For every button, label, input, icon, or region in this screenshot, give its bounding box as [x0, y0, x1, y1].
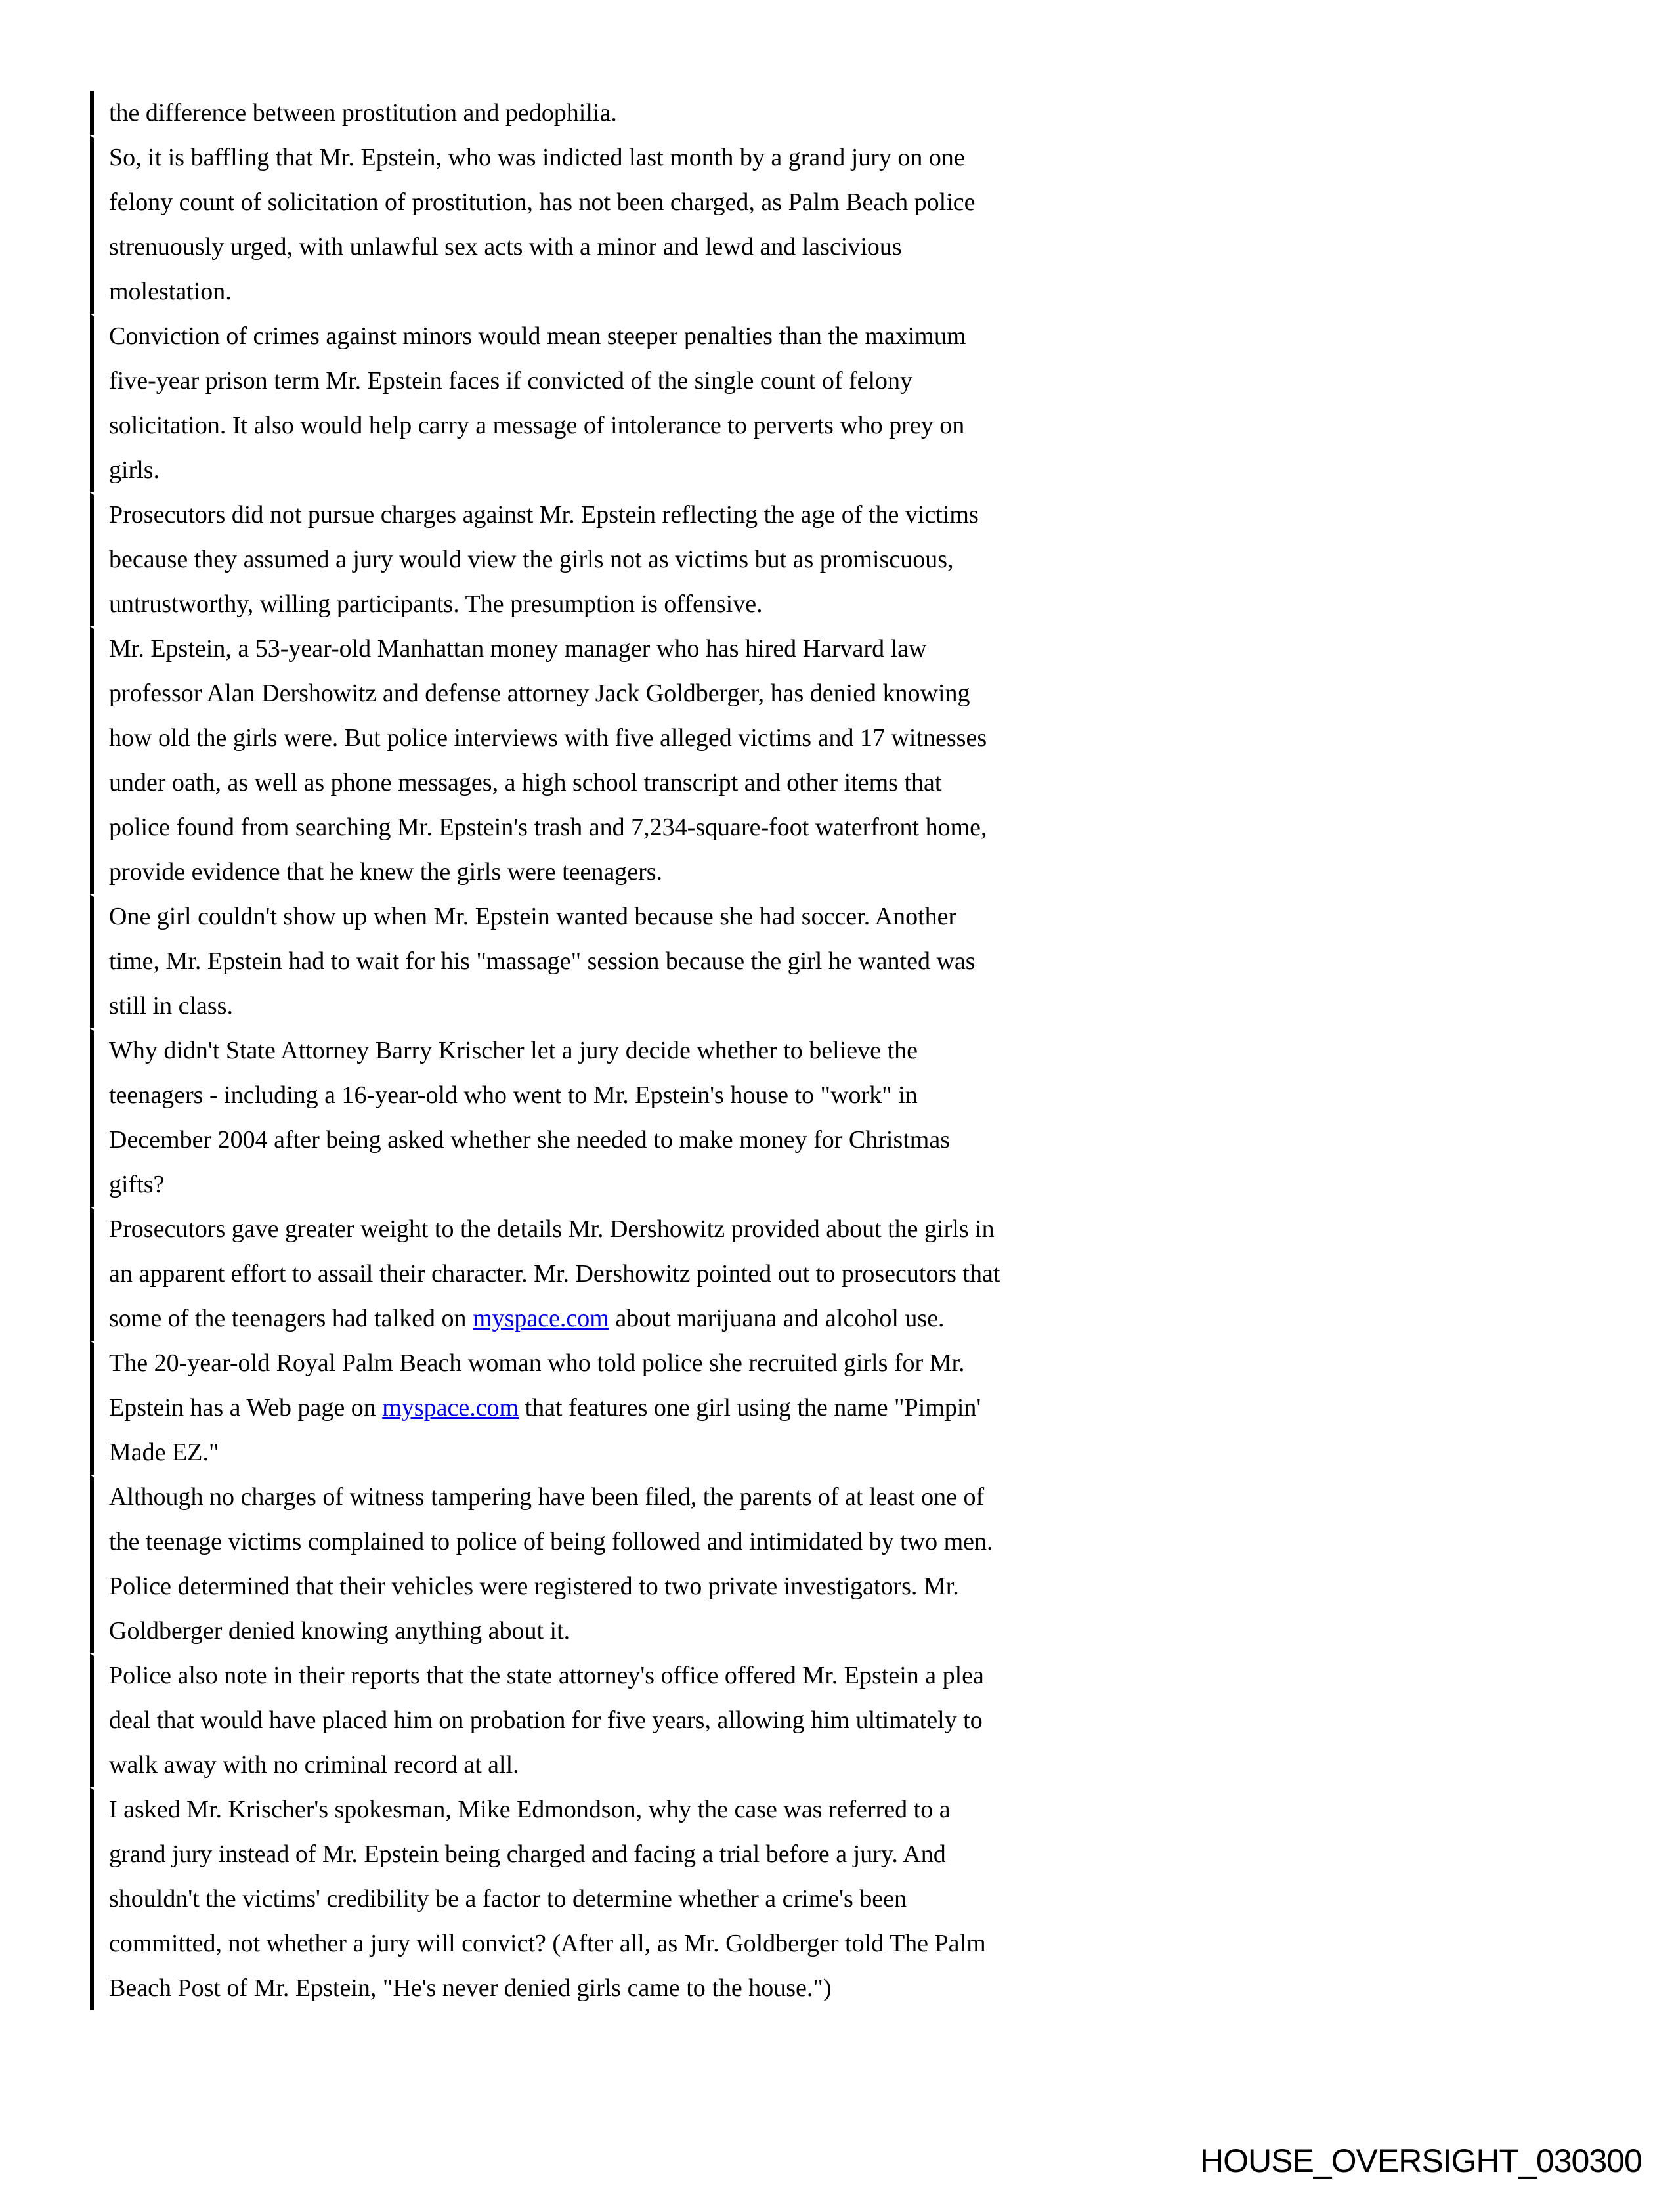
- text-line: [109, 225, 1114, 269]
- line-text: provide evidence that he knew the girls were teenagers.: [109, 858, 663, 886]
- line-text: time, Mr. Epstein had to wait for his "massage" session because the girl he wanted was: [109, 947, 976, 975]
- line-text: strenuously urged, with unlawful sex acts with a minor and lewd and lascivious: [109, 233, 902, 261]
- text-line: [109, 1519, 1114, 1564]
- paragraph: [90, 492, 1114, 626]
- text-line: [109, 1743, 1114, 1787]
- paragraph: [90, 1787, 1114, 2010]
- paragraph: [90, 1207, 1114, 1341]
- myspace-link[interactable]: myspace.com: [382, 1394, 519, 1421]
- line-text: the difference between prostitution and pedophilia.: [109, 99, 617, 127]
- text-line: [109, 1790, 1114, 1832]
- line-text: the teenage victims complained to police of being followed and intimidated by two men.: [109, 1528, 993, 1555]
- paragraph: [90, 314, 1114, 492]
- line-text: Goldberger denied knowing anything about it.: [109, 1617, 570, 1645]
- text-line: [109, 495, 1114, 537]
- text-line: [109, 716, 1114, 760]
- paragraph: [90, 91, 1114, 135]
- text-line: [109, 629, 1114, 671]
- text-line: [109, 358, 1114, 403]
- text-line: [109, 939, 1114, 984]
- line-text: teenagers - including a 16-year-old who went to Mr. Epstein's house to "work" in: [109, 1081, 918, 1109]
- text-line: [109, 1385, 1114, 1430]
- line-text: how old the girls were. But police interviews with five alleged victims and 17 witnesses: [109, 724, 987, 752]
- line-text: Police determined that their vehicles were registered to two private investigators. Mr.: [109, 1572, 959, 1600]
- line-text: Conviction of crimes against minors would mean steeper penalties than the maximum: [109, 322, 966, 350]
- line-text: Prosecutors did not pursue charges against Mr. Epstein reflecting the age of the victims: [109, 501, 979, 529]
- text-line: [109, 91, 1114, 135]
- line-text: still in class.: [109, 992, 233, 1020]
- line-text: an apparent effort to assail their character. Mr. Dershowitz pointed out to prosecutors that: [109, 1260, 1000, 1288]
- paragraph: [90, 626, 1114, 894]
- line-text: December 2004 after being asked whether she needed to make money for Christmas: [109, 1126, 950, 1154]
- line-text: under oath, as well as phone messages, a high school transcript and other items that: [109, 769, 942, 796]
- line-text: grand jury instead of Mr. Epstein being charged and facing a trial before a jury. And: [109, 1840, 946, 1868]
- text-line: [109, 1343, 1114, 1385]
- line-text: Epstein has a Web page on: [109, 1394, 383, 1421]
- line-text: Although no charges of witness tampering have been filed, the parents of at least one of: [109, 1483, 985, 1511]
- line-text: gifts?: [109, 1171, 165, 1198]
- text-line: [109, 1477, 1114, 1519]
- paragraph: [90, 1028, 1114, 1207]
- text-line: [109, 897, 1114, 939]
- line-text: five-year prison term Mr. Epstein faces if convicted of the single count of felony: [109, 367, 913, 395]
- text-line: [109, 760, 1114, 805]
- line-text: shouldn't the victims' credibility be a factor to determine whether a crime's been: [109, 1885, 907, 1913]
- line-text: Prosecutors gave greater weight to the details Mr. Dershowitz provided about the girls in: [109, 1215, 995, 1243]
- paragraph: [90, 1653, 1114, 1787]
- line-text: walk away with no criminal record at all.: [109, 1751, 519, 1779]
- text-line: [109, 984, 1114, 1028]
- text-line: [109, 1296, 1114, 1341]
- line-text: committed, not whether a jury will convict? (After all, as Mr. Goldberger told The Palm: [109, 1930, 986, 1957]
- bates-number: HOUSE_OVERSIGHT_030300: [1200, 2142, 1642, 2179]
- text-line: [109, 1876, 1114, 1921]
- line-text: professor Alan Dershowitz and defense attorney Jack Goldberger, has denied knowing: [109, 680, 970, 707]
- line-text: Made EZ.": [109, 1439, 219, 1466]
- text-line: [109, 1251, 1114, 1296]
- text-line: [109, 1430, 1114, 1475]
- text-line: [109, 1209, 1114, 1251]
- text-line: [109, 269, 1114, 314]
- text-line: [109, 1921, 1114, 1966]
- line-text: The 20-year-old Royal Palm Beach woman who told police she recruited girls for Mr.: [109, 1349, 965, 1377]
- line-text: I asked Mr. Krischer's spokesman, Mike Edmondson, why the case was referred to a: [109, 1796, 951, 1823]
- text-line: [109, 805, 1114, 850]
- line-text: police found from searching Mr. Epstein's trash and 7,234-square-foot waterfront home,: [109, 813, 987, 841]
- text-line: [109, 316, 1114, 358]
- line-text: deal that would have placed him on probation for five years, allowing him ultimately to: [109, 1706, 983, 1734]
- line-text: Why didn't State Attorney Barry Krischer let a jury decide whether to believe the: [109, 1037, 918, 1064]
- line-text: untrustworthy, willing participants. The presumption is offensive.: [109, 590, 763, 618]
- text-line: [109, 671, 1114, 716]
- line-text: because they assumed a jury would view the girls not as victims but as promiscuous,: [109, 546, 954, 573]
- text-line: [109, 180, 1114, 225]
- text-line: [109, 582, 1114, 626]
- line-text: that features one girl using the name "Pimpin': [519, 1394, 981, 1421]
- paragraph: [90, 894, 1114, 1028]
- text-line: [109, 1117, 1114, 1162]
- text-line: [109, 1698, 1114, 1743]
- text-line: [109, 1031, 1114, 1073]
- text-line: [109, 1609, 1114, 1653]
- paragraph: [90, 135, 1114, 314]
- text-line: [109, 1966, 1114, 2010]
- text-line: [109, 138, 1114, 180]
- line-text: So, it is baffling that Mr. Epstein, who was indicted last month by a grand jury on one: [109, 144, 965, 171]
- line-text: about marijuana and alcohol use.: [609, 1305, 945, 1332]
- text-line: [109, 850, 1114, 894]
- line-text: felony count of solicitation of prostitution, has not been charged, as Palm Beach police: [109, 188, 976, 216]
- text-line: [109, 537, 1114, 582]
- text-line: [109, 448, 1114, 492]
- line-text: girls.: [109, 456, 160, 484]
- line-text: Beach Post of Mr. Epstein, "He's never denied girls came to the house."): [109, 1974, 832, 2002]
- paragraph: [90, 1475, 1114, 1653]
- line-text: solicitation. It also would help carry a message of intolerance to perverts who prey on: [109, 412, 965, 439]
- line-text: Mr. Epstein, a 53-year-old Manhattan money manager who has hired Harvard law: [109, 635, 927, 662]
- line-text: some of the teenagers had talked on: [109, 1305, 473, 1332]
- myspace-link[interactable]: myspace.com: [472, 1305, 609, 1332]
- text-line: [109, 1832, 1114, 1876]
- line-text: molestation.: [109, 278, 232, 305]
- line-text: One girl couldn't show up when Mr. Epstein wanted because she had soccer. Another: [109, 903, 957, 930]
- document-body: [90, 91, 1114, 2010]
- text-line: [109, 1073, 1114, 1117]
- text-line: [109, 1162, 1114, 1207]
- text-line: [109, 403, 1114, 448]
- paragraph: [90, 1341, 1114, 1475]
- text-line: [109, 1564, 1114, 1609]
- line-text: Police also note in their reports that the state attorney's office offered Mr. Epstein a plea: [109, 1662, 984, 1689]
- text-line: [109, 1656, 1114, 1698]
